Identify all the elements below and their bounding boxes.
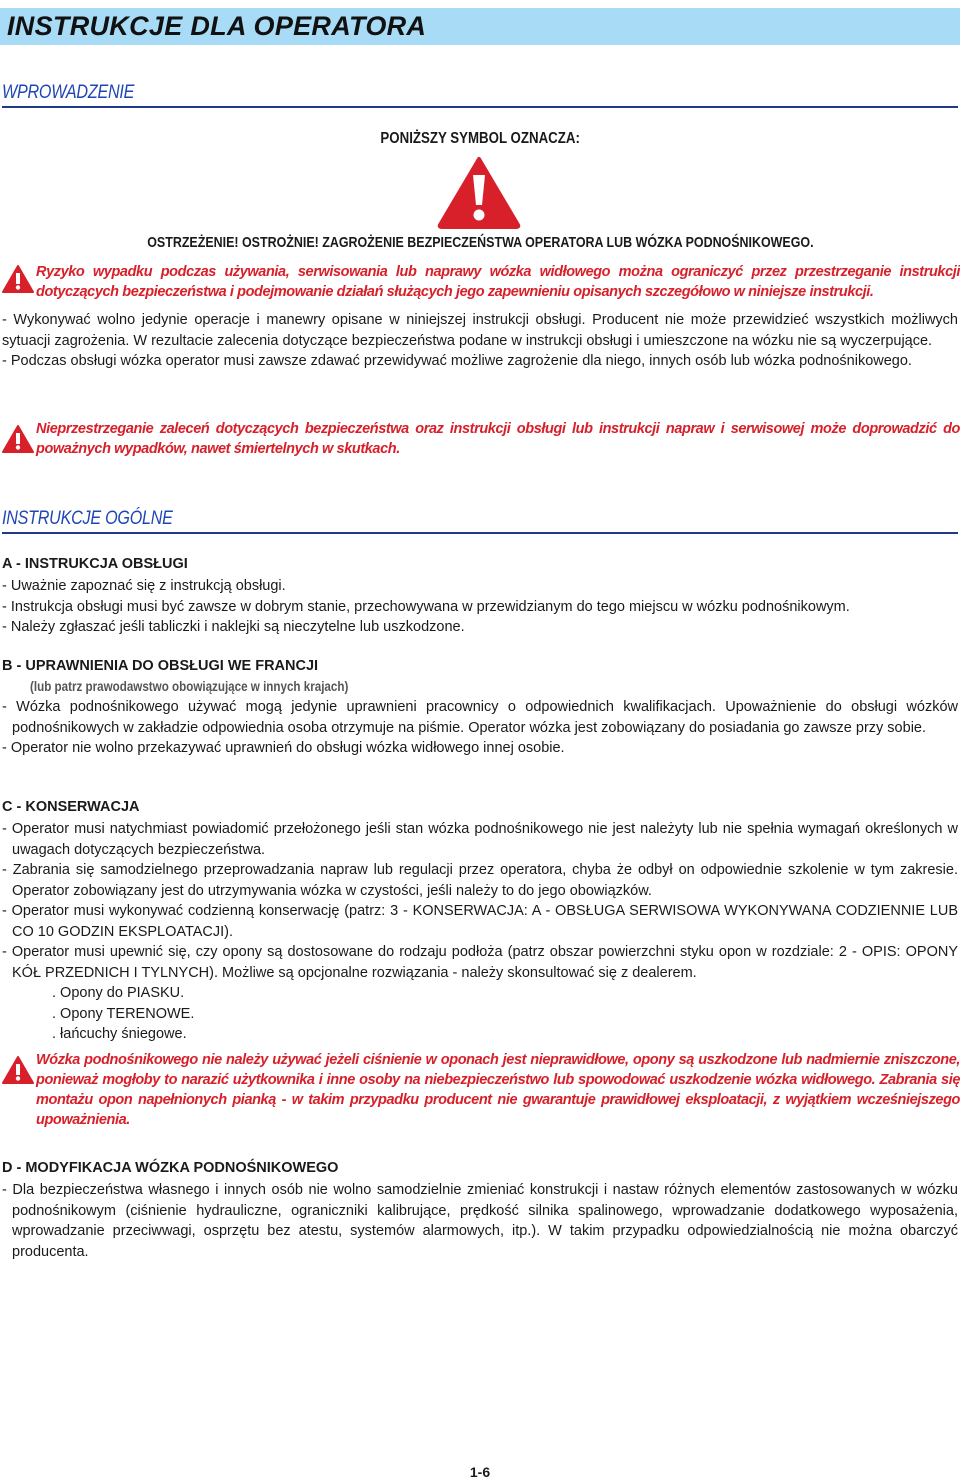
list-item: - Zabrania się samodzielnego przeprowadzania napraw lub regulacji przez operatora, chyba że odbył on odpowiednie szkolenie w tym zakresie. Operator zobowiązany jest do utrzymywania wózka w czystości, jeśli należy to do jego obowiązków. <box>2 862 958 899</box>
warning-text-tyres: Wózka podnośnikowego nie należy używać jeżeli ciśnienie w oponach jest nieprawidłowe, opony są uszkodzone lub nadmiernie zniszczone, ponieważ mogłoby to narazić użytkownika i inne osoby na niebezpieczeństwo lub spowodować uszkodzenie wózka widłowego. Zabrania się montażu opon napełnionych pianką - w takim przypadku producent nie gwarantuje prawidłowej eksploatacji, z wyjątkiem wcześniejszego upoważnienia. <box>36 1052 960 1128</box>
page-title: INSTRUKCJE DLA OPERATORA <box>7 11 427 41</box>
section-title-general-text: INSTRUKCJE OGÓLNE <box>2 508 173 529</box>
list-item: - Operator musi natychmiast powiadomić przełożonego jeśli stan wózka podnośnikowego nie jest należyty lub nie spełnia wymagań określonych w uwagach dotyczących bezpieczeństwa. <box>2 821 958 858</box>
list-subitem: . Opony TERENOWE. <box>52 1005 195 1022</box>
heading-b: B - UPRAWNIENIA DO OBSŁUGI WE FRANCJI <box>2 658 319 674</box>
heading-c: C - KONSERWACJA <box>2 799 140 815</box>
section-title-intro-text: WPROWADZENIE <box>2 82 135 103</box>
list-c <box>2 819 958 1045</box>
list-item: - Instrukcja obsługi musi być zawsze w dobrym stanie, przechowywana w przewidzianym do tego miejscu w wózku podnośnikowym. <box>2 598 850 615</box>
warning-triangle-icon <box>2 424 34 454</box>
list-item: - Wykonywać wolno jedynie operacje i manewry opisane w niniejszej instrukcji obsługi. Producent nie może przewidzieć wszystkich możliwych sytuacji zagrożenia. W rezultacie zalecenia dotyczące bezpieczeństwa podane w instrukcji obsługi i umieszczone na wózku nie są wyczerpujące. <box>2 312 958 349</box>
list-d <box>2 1180 958 1262</box>
list-item: - Operator nie wolno przekazywać uprawnień do obsługi wózka widłowego innej osobie. <box>2 740 565 756</box>
warning-text-consequences: Nieprzestrzeganie zaleceń dotyczących bezpieczeństwa oraz instrukcji obsługi lub instrukcji napraw i serwisowej może doprowadzić do poważnych wypadków, nawet śmiertelnych w skutkach. <box>36 421 960 457</box>
heading-d: D - MODYFIKACJA WÓZKA PODNOŚNIKOWEGO <box>2 1160 339 1176</box>
list-b <box>2 697 958 759</box>
list-item: - Podczas obsługi wózka operator musi zawsze zdawać przewidywać możliwe zagrożenie dla niego, innych osób lub wózka podnośnikowego. <box>2 353 912 369</box>
list-item: - Operator musi upewnić się, czy opony są dostosowane do rodzaju podłoża (patrz obszar powierzchni styku opon w rozdziale: 2 - OPIS: OPONY KÓŁ PRZEDNICH I TYLNYCH). Możliwe są opcjonalne rozwiązania - należy skonsultować się z dealerem. <box>2 944 958 981</box>
list-subitem: . Opony do PIASKU. <box>52 985 185 1001</box>
section-title-intro <box>2 82 958 108</box>
symbol-caption: PONIŻSZY SYMBOL OZNACZA: <box>380 130 580 147</box>
section-title-general <box>2 508 958 534</box>
note-b: (lub patrz prawodawstwo obowiązujące w innych krajach) <box>30 678 349 694</box>
intro-list <box>2 310 958 372</box>
warning-text-safety: Ryzyko wypadku podczas używania, serwisowania lub naprawy wózka widłowego można ograniczyć przez przestrzeganie instrukcji dotyczących bezpieczeństwa i podejmowanie działań służących jego zapewnieniu opisanych szczegółowo w niniejsze instrukcji. <box>36 264 960 300</box>
list-item: - Operator musi wykonywać codzienną konserwację (patrz: 3 - KONSERWACJA: A - OBSŁUGA SERWISOWA WYKONYWANA CODZIENNIE LUB CO 10 GODZIN EKSPLOATACJI). <box>2 903 958 940</box>
list-item: - Uważnie zapoznać się z instrukcją obsługi. <box>2 578 286 594</box>
warning-triangle-icon <box>437 155 521 229</box>
list-item: - Wózka podnośnikowego używać mogą jedynie uprawnieni pracownicy o odpowiednich kwalifikacjach. Upoważnienie do obsługi wózków podnośnikowych w zakładzie odpowiednia osoba otrzymuje na piśmie. Operator wózka jest zobowiązany do posiadania go zawsze przy sobie. <box>2 699 958 736</box>
list-item: - Należy zgłaszać jeśli tabliczki i naklejki są nieczytelne lub uszkodzone. <box>2 619 465 635</box>
list-subitem: . łańcuchy śniegowe. <box>52 1026 187 1042</box>
warning-triangle-icon <box>2 1055 34 1085</box>
list-a <box>2 576 958 638</box>
list-item: - Dla bezpieczeństwa własnego i innych osób nie wolno samodzielnie zmieniać konstrukcji i nastaw różnych elementów zastosowanych w wózku podnośnikowym (ciśnienie hydrauliczne, ograniczniki kalibrujące, prędkość silnika spalinowego, wprowadzanie dodatkowego wyposażenia, wprowadzanie przeciwwagi, osprzętu bez atestu, systemów alarmowych, itp.). W takim przypadku odpowiedzialnością nie można obarczyć producenta. <box>2 1182 958 1260</box>
symbol-meaning: OSTRZEŻENIE! OSTROŻNIE! ZAGROŻENIE BEZPIECZEŃSTWA OPERATORA LUB WÓZKA PODNOŚNIKOWEGO. <box>146 234 814 251</box>
page-number: 1-6 <box>469 1464 491 1480</box>
warning-triangle-icon <box>2 264 34 294</box>
heading-a: A - INSTRUKCJA OBSŁUGI <box>2 556 188 572</box>
page-header-bar <box>0 8 960 45</box>
